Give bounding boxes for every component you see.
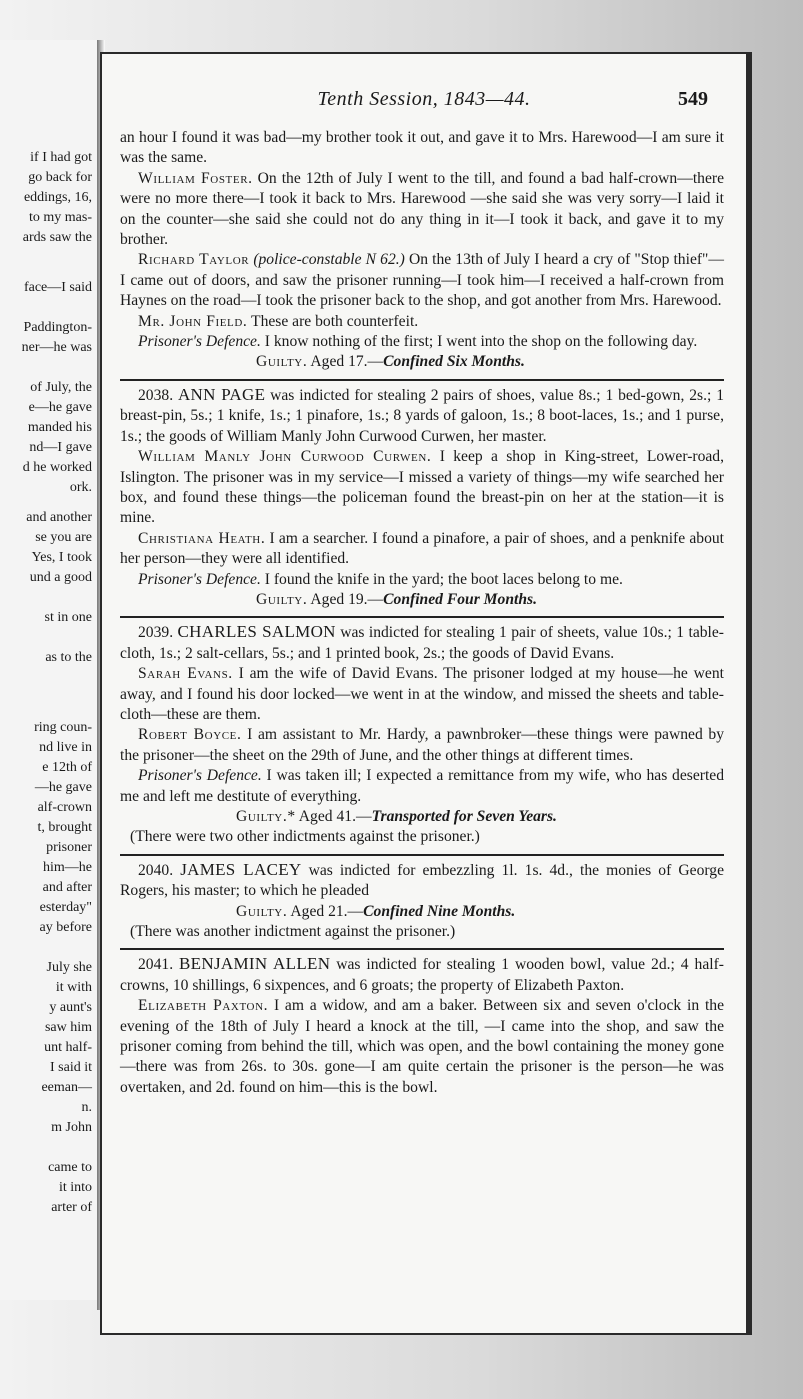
verdict-2037: Guilty. Aged 17.—Confined Six Months. <box>256 353 525 371</box>
verdict-2040: Guilty. Aged 21.—Confined Nine Months. <box>236 902 516 920</box>
left-page-text-fragment: nd live in <box>39 740 92 755</box>
testimony-paragraph <box>120 332 724 352</box>
testimony-paragraph <box>120 447 724 529</box>
testimony-text: I am the wife of David Evans. The prisoner lodged at my house—he went away, and I found his door locked—we went in at the window, and missed the sheets and table-cloth—these are them. <box>120 665 724 723</box>
case-divider <box>120 948 724 950</box>
testimony-text: I am assistant to Mr. Hardy, a pawnbroker—these things were pawned by the prisoner—the sheet on the 29th of June, and the other things at different times. <box>120 726 724 764</box>
left-page-text-fragment: I said it <box>50 1060 92 1075</box>
right-page <box>100 52 752 1335</box>
speaker-name: Richard Taylor <box>138 251 250 269</box>
left-page-text-fragment: und a good <box>29 570 92 585</box>
left-page-text-fragment: go back for <box>28 170 92 185</box>
page-number: 549 <box>678 88 708 110</box>
speaker-name: Elizabeth Paxton. <box>138 997 269 1015</box>
testimony-text: These are both counterfeit. <box>251 312 419 330</box>
defendant-name: BENJAMIN ALLEN <box>179 954 331 974</box>
left-page-text-fragment: ner—he was <box>21 340 92 355</box>
left-page-text-fragment: y aunt's <box>49 1000 92 1015</box>
left-page-text-fragment: face—I said <box>23 280 92 295</box>
case-divider <box>120 379 724 381</box>
testimony-paragraph <box>120 312 724 332</box>
left-page-text-fragment: e 12th of <box>42 760 92 775</box>
speaker-name: Robert Boyce. <box>138 726 242 744</box>
case-2039-indictment: 2039. CHARLES SALMON was indicted for stealing 1 pair of sheets, value 10s.; 1 table-cloth, 1s.; 2 salt-cellars, 5s.; and 1 printed book, 2s.; the goods of David Evans. <box>120 622 724 662</box>
testimony-text: I was taken ill; I expected a remittance from my wife, who has deserted me and left me destitute of everything. <box>120 767 725 805</box>
testimony-paragraph <box>120 664 724 725</box>
testimony-text: I am a widow, and am a baker. Between six and seven o'clock in the evening of the 18th of July I heard a knock at the till, —I came into the shop, and saw the prisoner coming from behind the till, which was open, and the bowl containing the money gone—there was from 26s. to 30s. gone—I am quite certain the prisoner is the person—he was overtaken, and 2d. found on him—this is the bowl. <box>120 997 724 1096</box>
left-page-text-fragment: unt half- <box>44 1040 92 1055</box>
left-page-text-fragment: eddings, 16, <box>23 190 92 205</box>
verdict-2038: Guilty. Aged 19.—Confined Four Months. <box>256 590 537 608</box>
speaker-name: William Foster. <box>138 169 253 187</box>
testimony-text: I keep a shop in King-street, Lower-road, Islington. The prisoner was in my service—I missed a variety of things—my wife searched her box, and found these things—the policeman found the breast-pin on her at the station—it is mine. <box>120 448 725 527</box>
speaker-name: Sarah Evans. <box>138 665 233 683</box>
testimony-paragraph <box>120 250 724 311</box>
testimony-block-2039 <box>120 664 724 807</box>
left-page-text-fragment: m John <box>51 1120 92 1135</box>
case-divider <box>120 616 724 618</box>
left-page-text-fragment: esterday" <box>39 900 92 915</box>
verdict-2039: Guilty.* Aged 41.—Transported for Seven Years. <box>236 808 557 825</box>
testimony-text: On the 13th of July I heard a cry of "Stop thief"—I came out of doors, and saw the prisoner running—I took him—I received a half-crown from Haynes on the road—I took the prisoner back to the shop, and got another from Mrs. Harewood. <box>120 251 725 310</box>
testimony-paragraph <box>120 996 724 1098</box>
left-page-text-fragment: —he gave <box>34 780 92 795</box>
left-page-text-fragment: ring coun- <box>34 720 92 735</box>
left-page-fragment <box>0 40 101 1300</box>
left-page-text-fragment: arter of <box>51 1200 92 1215</box>
left-page-text-fragment: and another <box>26 510 92 525</box>
testimony-text: I am a searcher. I found a pinafore, a pair of shoes, and a penknife about her person—they were all identified. <box>120 529 724 568</box>
left-page-text-fragment: n. <box>81 1100 92 1115</box>
left-page-text-fragment: ards saw the <box>22 230 92 245</box>
case-2041-indictment: 2041. BENJAMIN ALLEN was indicted for stealing 1 wooden bowl, value 2d.; 4 half-crowns, 10 shillings, 6 sixpences, and 6 groats; the property of Elizabeth Paxton. <box>120 954 724 994</box>
testimony-paragraph <box>120 529 724 570</box>
left-page-text-fragment: alf-crown <box>37 800 92 815</box>
left-page-text-fragment: July she <box>46 960 92 975</box>
case-2040-indictment: 2040. JAMES LACEY was indicted for embezzling 1l. 1s. 4d., the monies of George Rogers, his master; to which he pleaded <box>120 859 724 900</box>
testimony-text: I found the knife in the yard; the boot laces belong to me. <box>264 570 623 588</box>
page-header <box>102 88 746 118</box>
left-page-text-fragment: st in one <box>44 610 92 625</box>
defendant-name: CHARLES SALMON <box>177 622 336 642</box>
left-page-text-fragment: d he worked <box>22 460 92 475</box>
testimony-paragraph <box>120 169 724 251</box>
testimony-block-2037 <box>120 128 724 352</box>
testimony-paragraph <box>120 570 724 590</box>
testimony-paragraph <box>120 766 724 807</box>
note-2040: (There was another indictment against the prisoner.) <box>130 923 456 941</box>
left-page-text-fragment: saw him <box>44 1020 92 1035</box>
speaker-name: Mr. John Field. <box>138 312 248 330</box>
note-2039: (There were two other indictments against the prisoner.) <box>130 828 480 846</box>
left-page-text-fragment: him—he <box>43 860 92 875</box>
left-page-text-fragment: as to the <box>45 650 92 665</box>
left-page-text-fragment: it with <box>55 980 92 995</box>
testimony-text: an hour I found it was bad—my brother took it out, and gave it to Mrs. Harewood—I am sure it was the same. <box>120 129 724 167</box>
left-page-text-fragment: manded his <box>27 420 92 435</box>
defendant-name: JAMES LACEY <box>180 859 302 879</box>
case-divider <box>120 854 724 856</box>
testimony-text: I know nothing of the first; I went into the shop on the following day. <box>264 333 698 351</box>
left-page-text-fragment: came to <box>48 1160 92 1175</box>
testimony-block-2041 <box>120 996 724 1098</box>
left-page-text-fragment: ork. <box>69 480 92 495</box>
left-page-text-fragment: nd—I gave <box>29 440 92 455</box>
left-page-text-fragment: Yes, I took <box>31 550 92 565</box>
testimony-text: On the 12th of July I went to the till, and found a bad half-crown—there were no more there—I took it back to Mrs. Harewood —she said she was very sorry—I laid it on the counter—she said she could not do any thing in it—I took it back, and gave it to my brother. <box>120 169 724 249</box>
left-page-text-fragment: se you are <box>35 530 92 545</box>
running-head: Tenth Session, 1843—44. <box>317 88 531 110</box>
testimony-block-2038 <box>120 447 724 590</box>
speaker-name: William Manly John Curwood Curwen. <box>138 448 432 466</box>
left-page-text-fragment: and after <box>42 880 92 895</box>
speaker-role: (police-constable N 62.) <box>253 251 405 269</box>
left-page-text-fragment: e—he gave <box>28 400 92 415</box>
testimony-paragraph <box>120 128 724 169</box>
left-page-text-fragment: it into <box>58 1180 92 1195</box>
left-page-text-fragment: to my mas- <box>29 210 92 225</box>
defendant-name: ANN PAGE <box>177 384 266 404</box>
speaker-name: Prisoner's Defence. <box>138 333 261 351</box>
speaker-name: Prisoner's Defence. <box>138 767 262 785</box>
page-body <box>120 128 724 1098</box>
left-page-text-fragment: Paddington- <box>23 320 92 335</box>
left-page-text-fragment: eeman— <box>41 1080 92 1095</box>
left-page-text-fragment: t, brought <box>37 820 92 835</box>
left-page-text-fragment: if I had got <box>30 150 92 165</box>
left-page-text-fragment: of July, the <box>30 380 92 395</box>
testimony-paragraph <box>120 725 724 766</box>
left-page-text-fragment: prisoner <box>46 840 92 855</box>
speaker-name: Prisoner's Defence. <box>138 570 261 588</box>
speaker-name: Christiana Heath. <box>138 529 266 547</box>
left-page-text-fragment: ay before <box>39 920 92 935</box>
case-2038-indictment: 2038. ANN PAGE was indicted for stealing 2 pairs of shoes, value 8s.; 1 bed-gown, 2s.; 1 breast-pin, 5s.; 1 knife, 1s.; 1 pinafore, 1s.; 8 yards of galoon, 1s.; 8 boot-laces, 1s.; and 1 purse, 1s.; the goods of William Manly John Curwood Curwen, her master. <box>120 384 725 445</box>
